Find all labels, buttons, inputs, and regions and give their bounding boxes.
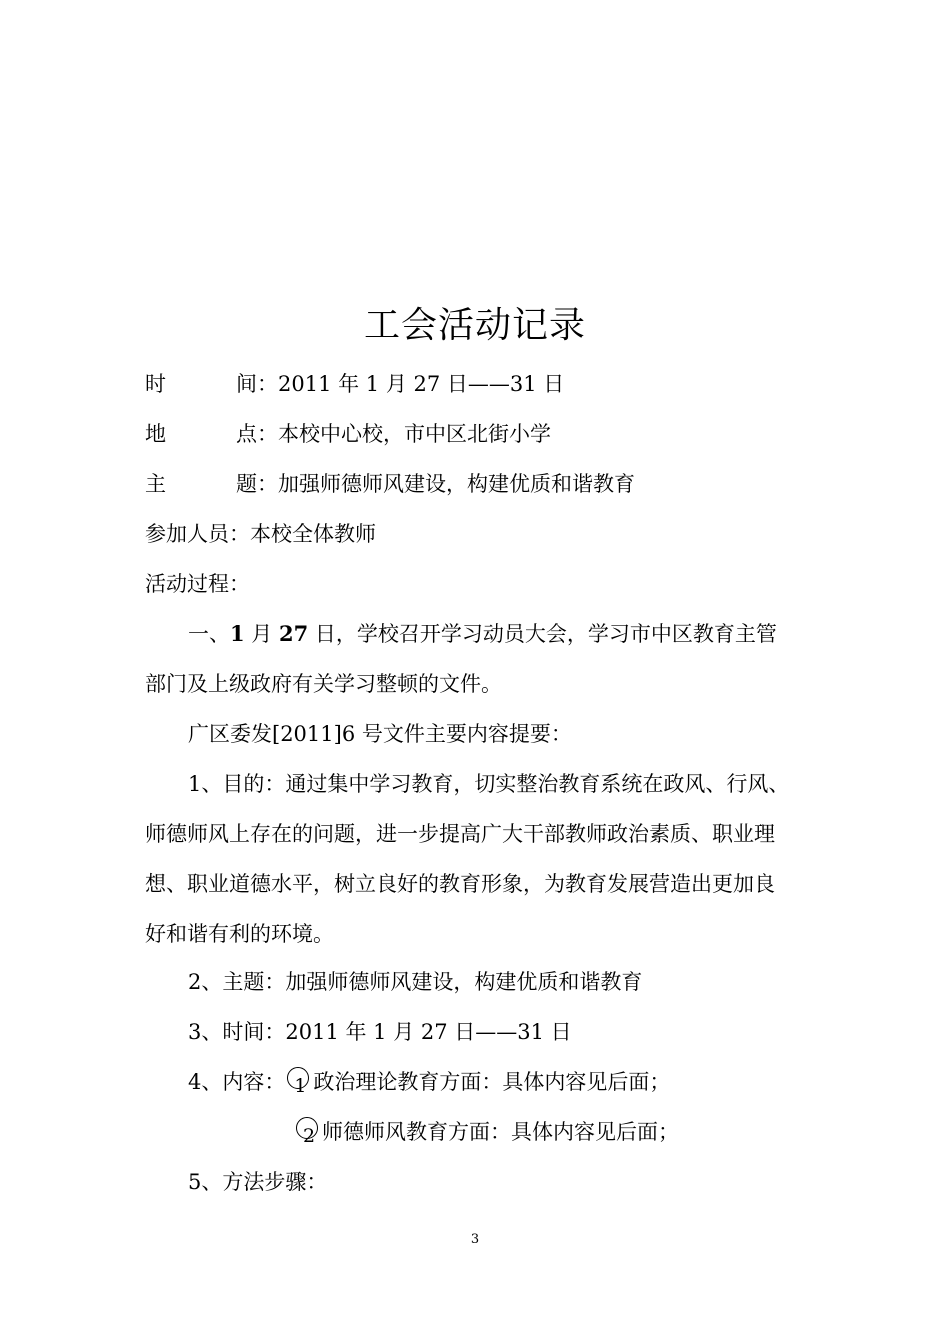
item-2: 2、主题：加强师德师风建设，构建优质和谐教育 bbox=[188, 970, 643, 994]
field-participants-label: 参加人员 bbox=[145, 522, 229, 546]
purpose-line-1: 1、目的：通过集中学习教育，切实整治教育系统在政风、行风、 bbox=[188, 772, 790, 796]
item-4-sub2-text: 师德师风教育方面：具体内容见后面； bbox=[322, 1120, 679, 1144]
document-title: 工会活动记录 bbox=[363, 305, 586, 346]
field-time bbox=[145, 369, 564, 399]
item-3: 3、时间：2011 年 1 月 27 日——31 日 bbox=[188, 1020, 572, 1044]
paragraph-1-line-1 bbox=[188, 619, 777, 649]
field-participants-value: ：本校全体教师 bbox=[229, 522, 376, 546]
field-place-label: 地点 bbox=[145, 422, 257, 446]
item-4-sub2 bbox=[294, 1117, 679, 1147]
para1-month: 1 bbox=[230, 621, 245, 646]
field-process-label: 活动过程： bbox=[145, 572, 250, 596]
field-theme-label: 主题 bbox=[145, 472, 257, 496]
purpose-line-3: 想、职业道德水平，树立良好的教育形象，为教育发展营造出更加良 bbox=[145, 872, 775, 896]
field-time-value: ：2011 年 1 月 27 日——31 日 bbox=[257, 372, 565, 396]
field-time-label: 时间 bbox=[145, 372, 257, 396]
field-theme bbox=[145, 469, 635, 499]
para1-rest: 日，学校召开学习动员大会，学习市中区教育主管 bbox=[308, 622, 777, 646]
purpose-line-4: 好和谐有利的环境。 bbox=[145, 922, 334, 946]
item-5: 5、方法步骤： bbox=[188, 1170, 328, 1194]
field-place bbox=[145, 419, 551, 449]
para1-prefix: 一、 bbox=[188, 622, 230, 646]
item-4-label: 4、内容： bbox=[188, 1070, 286, 1094]
para1-day: 27 bbox=[278, 621, 309, 646]
purpose-line-2: 师德师风上存在的问题，进一步提高广大干部教师政治素质、职业理 bbox=[145, 822, 775, 846]
para1-mid: 月 bbox=[244, 622, 279, 646]
field-theme-value: ：加强师德师风建设，构建优质和谐教育 bbox=[257, 472, 635, 496]
field-place-value: ：本校中心校，市中区北街小学 bbox=[257, 422, 551, 446]
item-4-sub1-text: 政治理论教育方面：具体内容见后面； bbox=[313, 1070, 671, 1094]
paragraph-1-line-2: 部门及上级政府有关学习整顿的文件。 bbox=[145, 672, 502, 696]
doc-heading: 广区委发[2011]6 号文件主要内容提要： bbox=[188, 722, 572, 746]
field-participants bbox=[145, 519, 376, 549]
circled-number-1: 1 bbox=[285, 1067, 313, 1097]
item-4 bbox=[188, 1067, 670, 1097]
page-number: 3 bbox=[470, 1232, 480, 1247]
circled-number-2: 2 bbox=[294, 1117, 322, 1147]
